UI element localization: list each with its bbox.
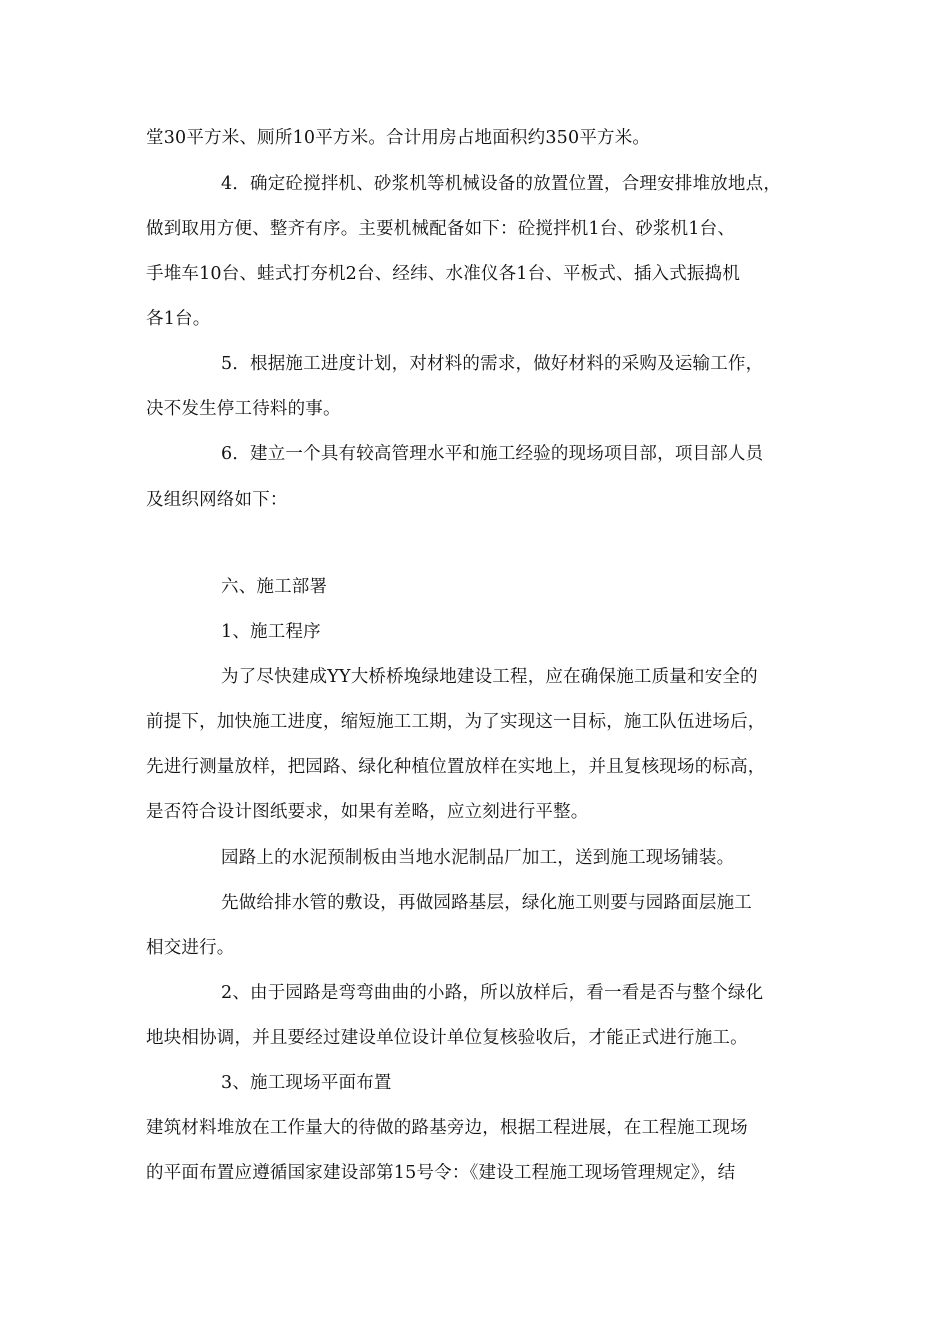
text-line-9: 及组织网络如下： <box>146 490 288 510</box>
text-line-14: 先进行测量放样，把园路、绿化种植位置放样在实地上，并且复核现场的标高， <box>146 757 766 777</box>
text-line-12: 为了尽快建成YY大桥桥堍绿地建设工程，应在确保施工质量和安全的 <box>221 667 758 687</box>
text-line-16: 园路上的水泥预制板由当地水泥制品厂加工，送到施工现场铺装。 <box>221 848 735 868</box>
text-line-8: 6．建立一个具有较高管理水平和施工经验的现场项目部，项目部人员 <box>221 444 764 464</box>
text-line-18: 相交进行。 <box>146 938 235 958</box>
text-line-1: 堂30平方米、厕所10平方米。合计用房占地面积约350平方米。 <box>146 128 651 148</box>
text-line-3: 做到取用方便、整齐有序。主要机械配备如下：砼搅拌机1台、砂浆机1台、 <box>146 219 736 239</box>
subsection-heading-1: 1、施工程序 <box>221 622 321 642</box>
text-line-4: 手堆车10台、蛙式打夯机2台、经纬、水准仪各1台、平板式、插入式振捣机 <box>146 264 741 284</box>
text-line-20: 地块相协调，并且要经过建设单位设计单位复核验收后，才能正式进行施工。 <box>146 1028 748 1048</box>
text-line-5: 各1台。 <box>146 309 211 329</box>
text-line-6: 5．根据施工进度计划，对材料的需求，做好材料的采购及运输工作， <box>221 354 764 374</box>
text-line-13: 前提下，加快施工进度，缩短施工工期，为了实现这一目标，施工队伍进场后， <box>146 712 766 732</box>
text-line-15: 是否符合设计图纸要求，如果有差略，应立刻进行平整。 <box>146 802 589 822</box>
section-heading: 六、施工部署 <box>221 577 328 597</box>
text-line-19: 2、由于园路是弯弯曲曲的小路，所以放样后，看一看是否与整个绿化 <box>221 983 764 1003</box>
text-line-17: 先做给排水管的敷设，再做园路基层，绿化施工则要与园路面层施工 <box>221 893 752 913</box>
text-line-7: 决不发生停工待料的事。 <box>146 399 341 419</box>
text-line-23: 的平面布置应遵循国家建设部第15号令：《建设工程施工现场管理规定》，结 <box>146 1163 736 1183</box>
subsection-heading-3: 3、施工现场平面布置 <box>221 1073 392 1093</box>
text-line-2: 4．确定砼搅拌机、砂浆机等机械设备的放置位置，合理安排堆放地点， <box>221 174 782 194</box>
text-line-22: 建筑材料堆放在工作量大的待做的路基旁边，根据工程进展，在工程施工现场 <box>146 1118 748 1138</box>
